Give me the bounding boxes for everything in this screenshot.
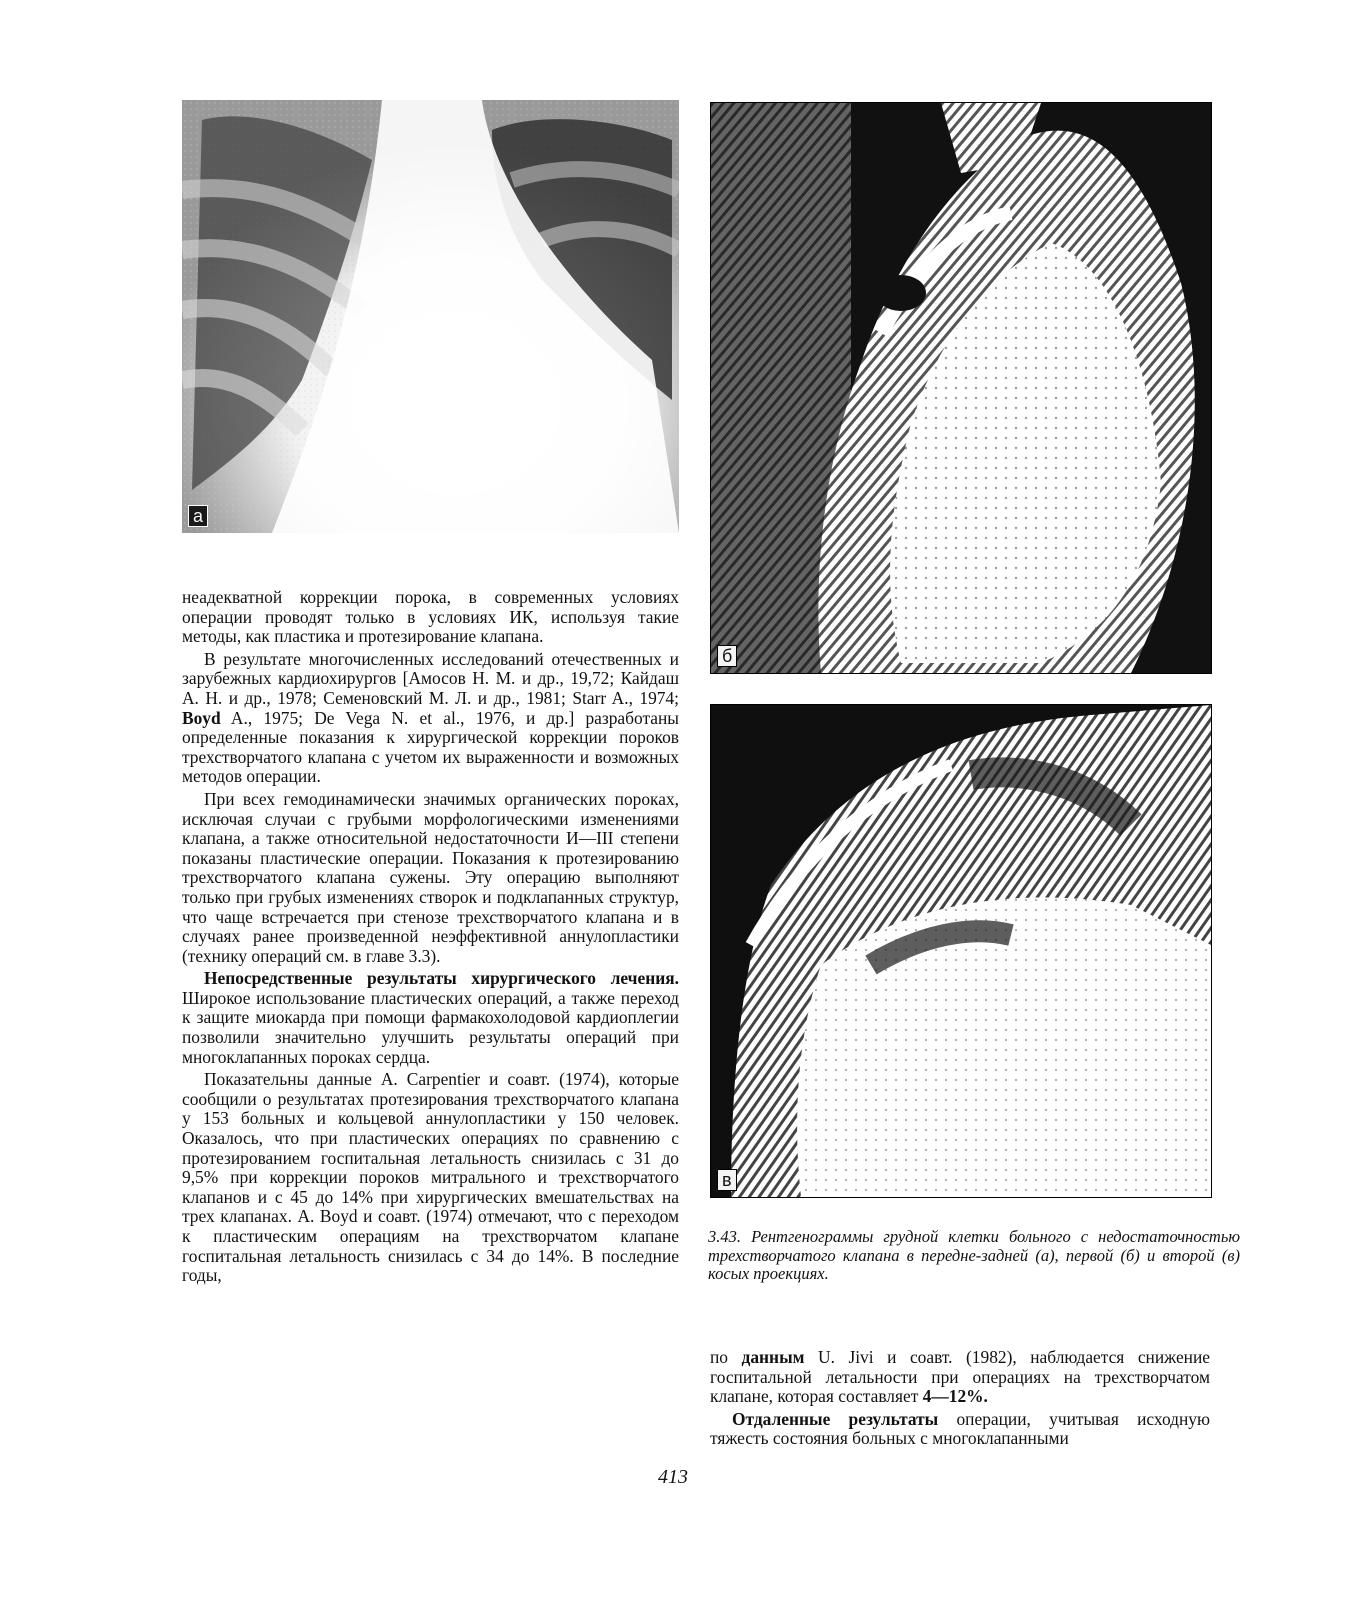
- left-paragraph-4-heading: Непосредственные результаты хирургического лечения.: [204, 968, 679, 989]
- page-number: 413: [658, 1466, 688, 1488]
- right-paragraph-2-heading: Отдаленные результаты: [732, 1408, 939, 1429]
- figure-b-label: б: [717, 645, 737, 667]
- xray-a-image: [182, 100, 679, 533]
- left-paragraph-2: [182, 650, 679, 787]
- xray-b-image: [711, 103, 1211, 673]
- xray-figure-a: [182, 100, 679, 533]
- xray-figure-v: [710, 704, 1212, 1198]
- left-paragraph-2-bold: Boyd: [182, 707, 221, 728]
- right-paragraph-1-text-a: по: [710, 1347, 742, 1367]
- figure-a-label: а: [188, 505, 208, 527]
- left-paragraph-5: Показательны данные A. Carpentier и соавт. (1974), которые сообщили о результатах протезирования трехстворчатого клапана у 153 больных и кольцевой аннулопластики у 150 человек. Оказалось, что при пластических операциях по сравнению с протезированием госпитальная летальность снизилась с 31 до 9,5% при коррекции пороков митрального и трехстворчатого клапанов и с 45 до 14% при хирургических вмешательствах на трех клапанах. A. Boyd и соавт. (1974) отмечают, что с переходом к пластическим операциям на трехстворчатом клапане госпитальная летальность снизилась с 34 до 14%. В последние годы,: [182, 1069, 679, 1286]
- right-paragraph-1: [710, 1348, 1210, 1407]
- left-paragraph-4-text: Широкое использование пластических операций, а также переход к защите миокарда при помощи фармакохолодовой кардиоплегии позволили значительно улучшить результаты операций при многоклапанных пороках сердца.: [182, 987, 679, 1067]
- right-paragraph-1-bold: данным: [741, 1347, 805, 1367]
- figure-caption: 3.43. Рентгенограммы грудной клетки больного с недостаточностью трехстворчатого клапана в передне-задней (а), первой (б) и второй (в) косых проекциях.: [708, 1227, 1240, 1283]
- left-paragraph-2-text-a: В результате многочисленных исследований отечественных и зарубежных кардиохирургов [Амосов Н. М. и др., 19,72; Кайдаш А. Н. и др., 1978; Семеновский М. Л. и др., 1981; Starr A., 1974;: [182, 648, 679, 708]
- right-text-column: [710, 1348, 1210, 1452]
- left-paragraph-4: [182, 969, 679, 1067]
- xray-v-image: [711, 705, 1211, 1197]
- right-paragraph-2-text: операции, учитывая исходную тяжесть состояния больных с многоклапанными: [710, 1408, 1210, 1449]
- right-paragraph-1-bold-percent: 4—12%.: [922, 1386, 988, 1407]
- left-paragraph-1: неадекватной коррекции порока, в современных условиях операции проводят только в условиях ИК, используя такие методы, как пластика и протезирование клапана.: [182, 587, 679, 647]
- figure-v-label: в: [717, 1169, 737, 1191]
- right-paragraph-2: [710, 1410, 1210, 1449]
- left-paragraph-2-text-b: A., 1975; De Vega N. et al., 1976, и др.] разработаны определенные показания к хирургической коррекции пороков трехстворчатого клапана с учетом их выраженности и возможных методов операции.: [182, 707, 679, 787]
- left-paragraph-3: При всех гемодинамически значимых органических пороках, исключая случаи с грубыми морфологическими изменениями клапана, а также относительной недостаточности И—III степени показаны пластические операции. Показания к протезированию трехстворчатого клапана сужены. Эту операцию выполняют только при грубых изменениях створок и подклапанных структур, что чаще встречается при стенозе трехстворчатого клапана и в случаях ранее произведенной неэффективной аннулопластики (технику операций см. в главе 3.3).: [182, 788, 679, 966]
- left-text-column: [182, 588, 679, 1289]
- right-paragraph-1-text-b: U. Jivi и соавт. (1982), наблюдается снижение госпитальной летальности при операциях на трехстворчатом клапане, которая составляет: [710, 1347, 1210, 1407]
- xray-figure-b: [710, 102, 1212, 674]
